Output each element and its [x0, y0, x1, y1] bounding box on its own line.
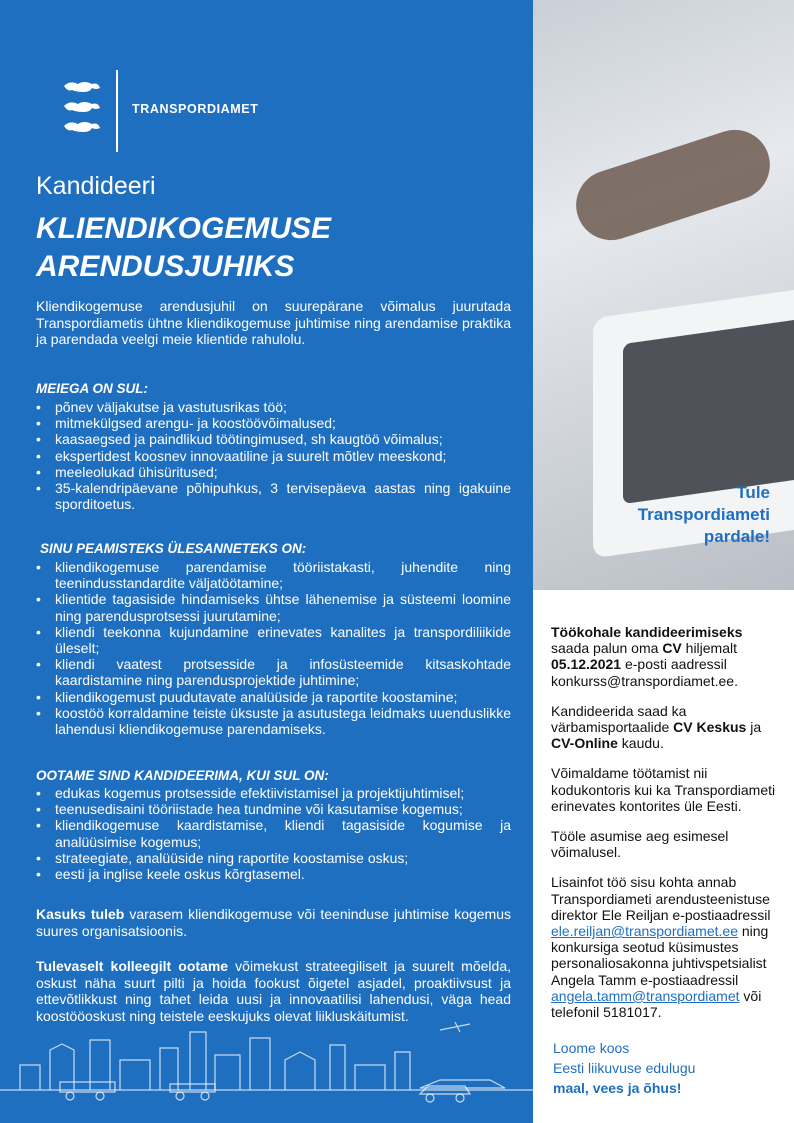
bonus-text: varasem kliendikogemuse või teeninduse juhtimise kogemus suures organisatsioonis.	[36, 906, 511, 939]
bonus-paragraph	[36, 906, 511, 939]
list-item: • kliendikogemuse kaardistamise, kliendi tagasiside kogumise ja analüüsimise kogemus;	[36, 817, 511, 849]
application-info	[551, 624, 781, 1034]
list-item: • ekspertidest koosnev innovaatiline ja suurelt mõtlev meeskond;	[36, 448, 511, 464]
list-item: • strateegiate, analüüside ning raportite koostamise oskus;	[36, 850, 511, 866]
expectation-text: võimekust strateegiliselt ja suurelt mõelda, oskust näha suurt pilti ja hoida fookust õigetel asjadel, proaktiivsust ja ettevõtlikkust ning tahet leida uusi ja innovaatilisi lahendusi, väga head koostööoskust ning teistele eeskujuks olevat liikluskäitumist.	[36, 958, 511, 1024]
email-link-tamm[interactable]: angela.tamm@transpordiamet	[551, 987, 740, 1004]
portal-cv-keskus: CV Keskus	[673, 719, 747, 736]
portals-text: kaudu.	[617, 735, 664, 752]
list-item: • koostöö korraldamine teiste üksuste ja asutustega leidmaks uuenduslikke lahendusi kliendikogemuse parendamiseks.	[36, 705, 511, 737]
portals-paragraph	[551, 703, 781, 752]
portal-cv-online: CV-Online	[551, 735, 618, 752]
job-title-line1: KLIENDIKOGEMUSE	[36, 212, 332, 245]
job-title	[36, 210, 331, 286]
list-item: • kaasaegsed ja paindlikud töötingimused, sh kaugtöö võimalus;	[36, 431, 511, 447]
tasks-heading: SINU PEAMISTEKS ÜLESANNETEKS ON:	[40, 541, 307, 556]
list-item: • klientide tagasiside hindamiseks ühtse lähenemise ja süsteemi loomine ning parendusprotsessi juurutamine;	[36, 591, 511, 623]
list-item: • kliendikogemuse parendamise tööriistakasti, juhendite ning teenindusstandardite väljatöötamine;	[36, 559, 511, 591]
bonus-bold: Kasuks tuleb	[36, 906, 125, 922]
list-item: • meeleolukad ühisüritused;	[36, 464, 511, 480]
requirements-heading: OOTAME SIND KANDIDEERIMA, KUI SUL ON:	[36, 768, 329, 783]
contact-text: Lisainfot töö sisu kohta annab Transpordiameti arendusteenistuse direktor Ele Reiljan e-postiaadressil	[551, 874, 771, 923]
list-item: • kliendikogemust puudutavate analüüside ja raportite koostamine;	[36, 689, 511, 705]
org-name: TRANSPORDIAMET	[132, 102, 259, 116]
tagline-line1: Tule	[736, 483, 770, 502]
apply-text: hiljemalt	[681, 640, 738, 657]
apply-text: saada palun oma	[551, 640, 663, 657]
offer-heading: MEIEGA ON SUL:	[36, 381, 149, 396]
list-item: • eesti ja inglise keele oskus kõrgtasemel.	[36, 866, 511, 882]
list-item: • kliendi teekonna kujundamine erinevates kanalites ja transpordiliikide üleselt;	[36, 624, 511, 656]
list-item: • mitmekülgsed arengu- ja koostöövõimalused;	[36, 415, 511, 431]
start-date-paragraph: Tööle asumise aeg esimesel võimalusel.	[551, 828, 729, 861]
slogan-line2: Eesti liikuvuse edulugu	[553, 1060, 696, 1076]
contact-text: ning konkursiga seotud küsimustes personaliosakonna juhtivspetsialist Angela Tamm e-postiaadressil	[551, 923, 769, 988]
slogan	[553, 1038, 695, 1098]
apply-paragraph	[551, 624, 781, 689]
logo-divider	[116, 70, 118, 152]
tagline-line2: Transpordiameti	[637, 505, 770, 524]
apply-email-text: e-posti aadressil konkurss@transpordiamet.ee.	[551, 656, 738, 689]
kiosk-screen	[623, 316, 794, 504]
tasks-list	[36, 559, 511, 737]
contact-paragraph	[551, 874, 781, 1020]
hand-shape	[567, 121, 779, 249]
kiosk-photo	[533, 0, 794, 590]
cv-label: CV	[662, 640, 682, 657]
apply-heading: Töökohale kandideerimiseks	[551, 624, 743, 640]
kicker: Kandideeri	[36, 172, 156, 200]
city-skyline-illustration	[0, 1010, 533, 1110]
deadline-date: 05.12.2021	[551, 656, 622, 673]
portals-text: Kandideerida saad ka värbamisportaalide	[551, 702, 687, 736]
list-item: • 35-kalendripäevane põhipuhkus, 3 tervisepäeva aastas ning igakuine sporditoetus.	[36, 480, 511, 512]
slogan-line3: maal, vees ja õhus!	[553, 1080, 682, 1096]
slogan-line1: Loome koos	[553, 1040, 630, 1056]
requirements-list	[36, 785, 511, 882]
list-item: • edukas kogemus protsesside efektiivistamisel ja projektijuhtimisel;	[36, 785, 511, 801]
portals-text: ja	[746, 719, 762, 736]
list-item: • põnev väljakutse ja vastutusrikas töö;	[36, 399, 511, 415]
list-item: • kliendi vaatest protsesside ja infosüsteemide kitsaskohtade kaardistamine ning parendusprojektide juhtimine;	[36, 656, 511, 688]
logo	[60, 78, 259, 145]
list-item: • teenusedisaini tööriistade hea tundmine või kasutamise kogemus;	[36, 801, 511, 817]
photo-tagline	[638, 482, 770, 548]
expectation-bold: Tulevaselt kolleegilt ootame	[36, 958, 229, 974]
coat-of-arms-icon	[60, 78, 104, 140]
email-link-reiljan[interactable]: ele.reiljan@transpordiamet.ee	[551, 923, 738, 940]
contact-text: või telefonil 5181017.	[551, 987, 762, 1021]
remote-work-paragraph: Võimaldame töötamist nii kodukontoris kui ka Transpordiameti erinevates kontorites üle Eesti.	[551, 765, 776, 814]
intro-paragraph: Kliendikogemuse arendusjuhil on suurepärane võimalus juurutada Transpordiametis ühtne kliendikogemuse juhtimise ning arendamise praktika ja parendada veelgi meie klientide rahulolu.	[36, 298, 511, 347]
tagline-line3: pardale!	[703, 527, 770, 546]
job-title-line2: ARENDUSJUHIKS	[36, 250, 295, 283]
offer-list	[36, 399, 511, 512]
